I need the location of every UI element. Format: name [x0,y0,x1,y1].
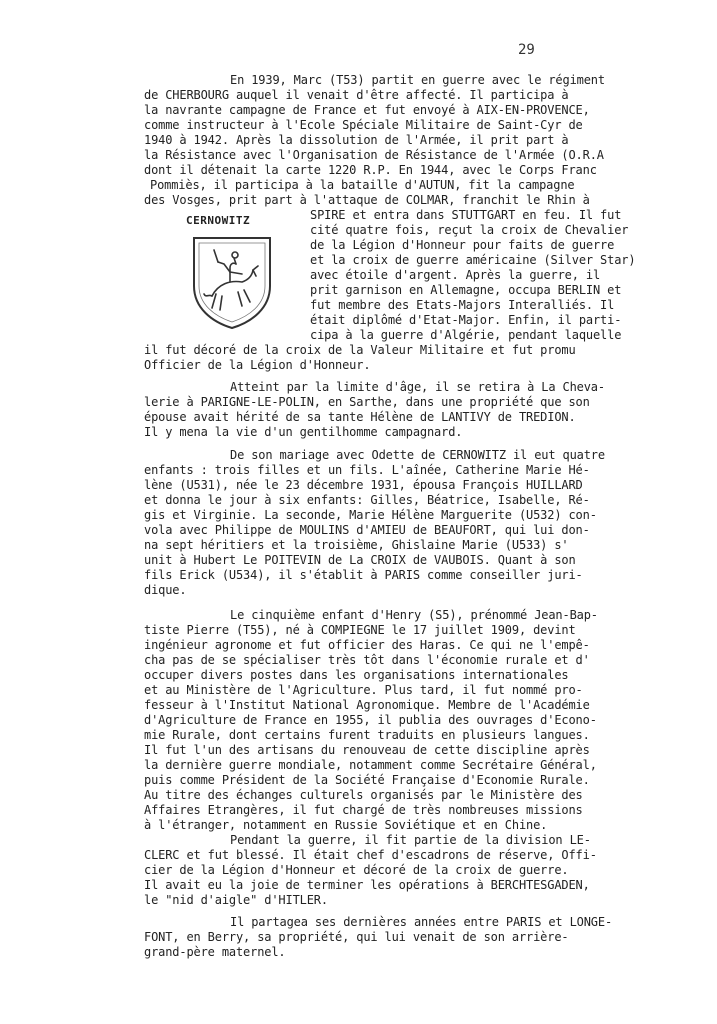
text-line: FONT, en Berry, sa propriété, qui lui venait de son arrière- [144,930,569,944]
text-line: des Vosges, prit part à l'attaque de COLMAR, franchit le Rhin à [144,193,590,207]
text-line: la navrante campagne de France et fut envoyé à AIX-EN-PROVENCE, [144,103,590,117]
text-line: En 1939, Marc (T53) partit en guerre avec le régiment [230,73,605,87]
text-line: Il avait eu la joie de terminer les opérations à BERCHTESGADEN, [144,878,590,892]
text-line: cipa à la guerre d'Algérie, pendant laquelle [310,328,622,342]
text-line: na sept héritiers et la troisième, Ghislaine Marie (U533) s' [144,538,569,552]
text-line: cité quatre fois, reçut la croix de Chevalier [310,223,629,237]
text-line: Il y mena la vie d'un gentilhomme campagnard. [144,425,463,439]
heraldic-shield-with-horseman-icon [190,234,274,330]
text-line: épouse avait hérité de sa tante Hélène de LANTIVY de TREDION. [144,410,576,424]
crest-caption: CERNOWITZ [186,214,251,227]
text-line: et au Ministère de l'Agriculture. Plus tard, il fut nommé pro- [144,683,583,697]
text-line: d'Agriculture de France en 1955, il publia des ouvrages d'Econo- [144,713,597,727]
text-line: occuper divers postes dans les organisations internationales [144,668,569,682]
page-number: 29 [518,42,535,58]
text-line: cha pas de se spécialiser très tôt dans l'économie rurale et d' [144,653,590,667]
text-line: à l'étranger, notamment en Russie Soviétique et en Chine. [144,818,548,832]
text-line: puis comme Président de la Société Française d'Economie Rurale. [144,773,590,787]
text-line: fils Erick (U534), il s'établit à PARIS comme conseiller juri- [144,568,583,582]
text-line: lerie à PARIGNE-LE-POLIN, en Sarthe, dans une propriété que son [144,395,590,409]
text-line: la dernière guerre mondiale, notamment comme Secrétaire Général, [144,758,597,772]
text-line: de la Légion d'Honneur pour faits de guerre [310,238,615,252]
text-line: cier de la Légion d'Honneur et décoré de la croix de guerre. [144,863,569,877]
text-line: Atteint par la limite d'âge, il se retira à La Cheva- [230,380,605,394]
text-line: Il partagea ses dernières années entre PARIS et LONGE- [230,915,613,929]
text-line: SPIRE et entra dans STUTTGART en feu. Il fut [310,208,622,222]
text-line: mie Rurale, dont certains furent traduits en plusieurs langues. [144,728,590,742]
text-line: le "nid d'aigle" d'HITLER. [144,893,328,907]
text-line: unit à Hubert Le POITEVIN de La CROIX de VAUBOIS. Quant à son [144,553,576,567]
text-line: la Résistance avec l'Organisation de Résistance de l'Armée (O.R.A [144,148,604,162]
text-line: enfants : trois filles et un fils. L'aînée, Catherine Marie Hé- [144,463,590,477]
text-line: grand-père maternel. [144,945,286,959]
text-line: Pommiès, il participa à la bataille d'AUTUN, fit la campagne [150,178,575,192]
text-line: Officier de la Légion d'Honneur. [144,358,371,372]
text-line: ingénieur agronome et fut officier des Haras. Ce qui ne l'empê- [144,638,590,652]
text-line: 1940 à 1942. Après la dissolution de l'Armée, il prit part à [144,133,569,147]
text-line: Au titre des échanges culturels organisés par le Ministère des [144,788,583,802]
text-line: tiste Pierre (T55), né à COMPIEGNE le 17 juillet 1909, devint [144,623,576,637]
text-line: et donna le jour à six enfants: Gilles, Béatrice, Isabelle, Ré- [144,493,590,507]
text-line: gis et Virginie. La seconde, Marie Hélène Marguerite (U532) con- [144,508,597,522]
text-line: lène (U531), née le 23 décembre 1931, épousa François HUILLARD [144,478,583,492]
text-line: il fut décoré de la croix de la Valeur Militaire et fut promu [144,343,576,357]
text-line: était diplômé d'Etat-Major. Enfin, il parti- [310,313,622,327]
text-line: Le cinquième enfant d'Henry (S5), prénommé Jean-Bap- [230,608,598,622]
text-line: avec étoile d'argent. Après la guerre, il [310,268,601,282]
text-line: vola avec Philippe de MOULINS d'AMIEU de BEAUFORT, qui lui don- [144,523,590,537]
text-line: prit garnison en Allemagne, occupa BERLIN et [310,283,622,297]
text-line: Pendant la guerre, il fit partie de la division LE- [230,833,591,847]
text-line: fut membre des Etats-Majors Interalliés. Il [310,298,615,312]
text-line: dique. [144,583,187,597]
text-line: et la croix de guerre américaine (Silver Star) [310,253,636,267]
text-line: Il fut l'un des artisans du renouveau de cette discipline après [144,743,590,757]
text-line: comme instructeur à l'Ecole Spéciale Militaire de Saint-Cyr de [144,118,583,132]
text-line: fesseur à l'Institut National Agronomique. Membre de l'Académie [144,698,590,712]
text-line: CLERC et fut blessé. Il était chef d'escadrons de réserve, Offi- [144,848,597,862]
text-line: de CHERBOURG auquel il venait d'être affecté. Il participa à [144,88,569,102]
text-line: dont il détenait la carte 1220 R.P. En 1944, avec le Corps Franc [144,163,597,177]
text-line: De son mariage avec Odette de CERNOWITZ il eut quatre [230,448,605,462]
text-line: Affaires Etrangères, il fut chargé de très nombreuses missions [144,803,583,817]
